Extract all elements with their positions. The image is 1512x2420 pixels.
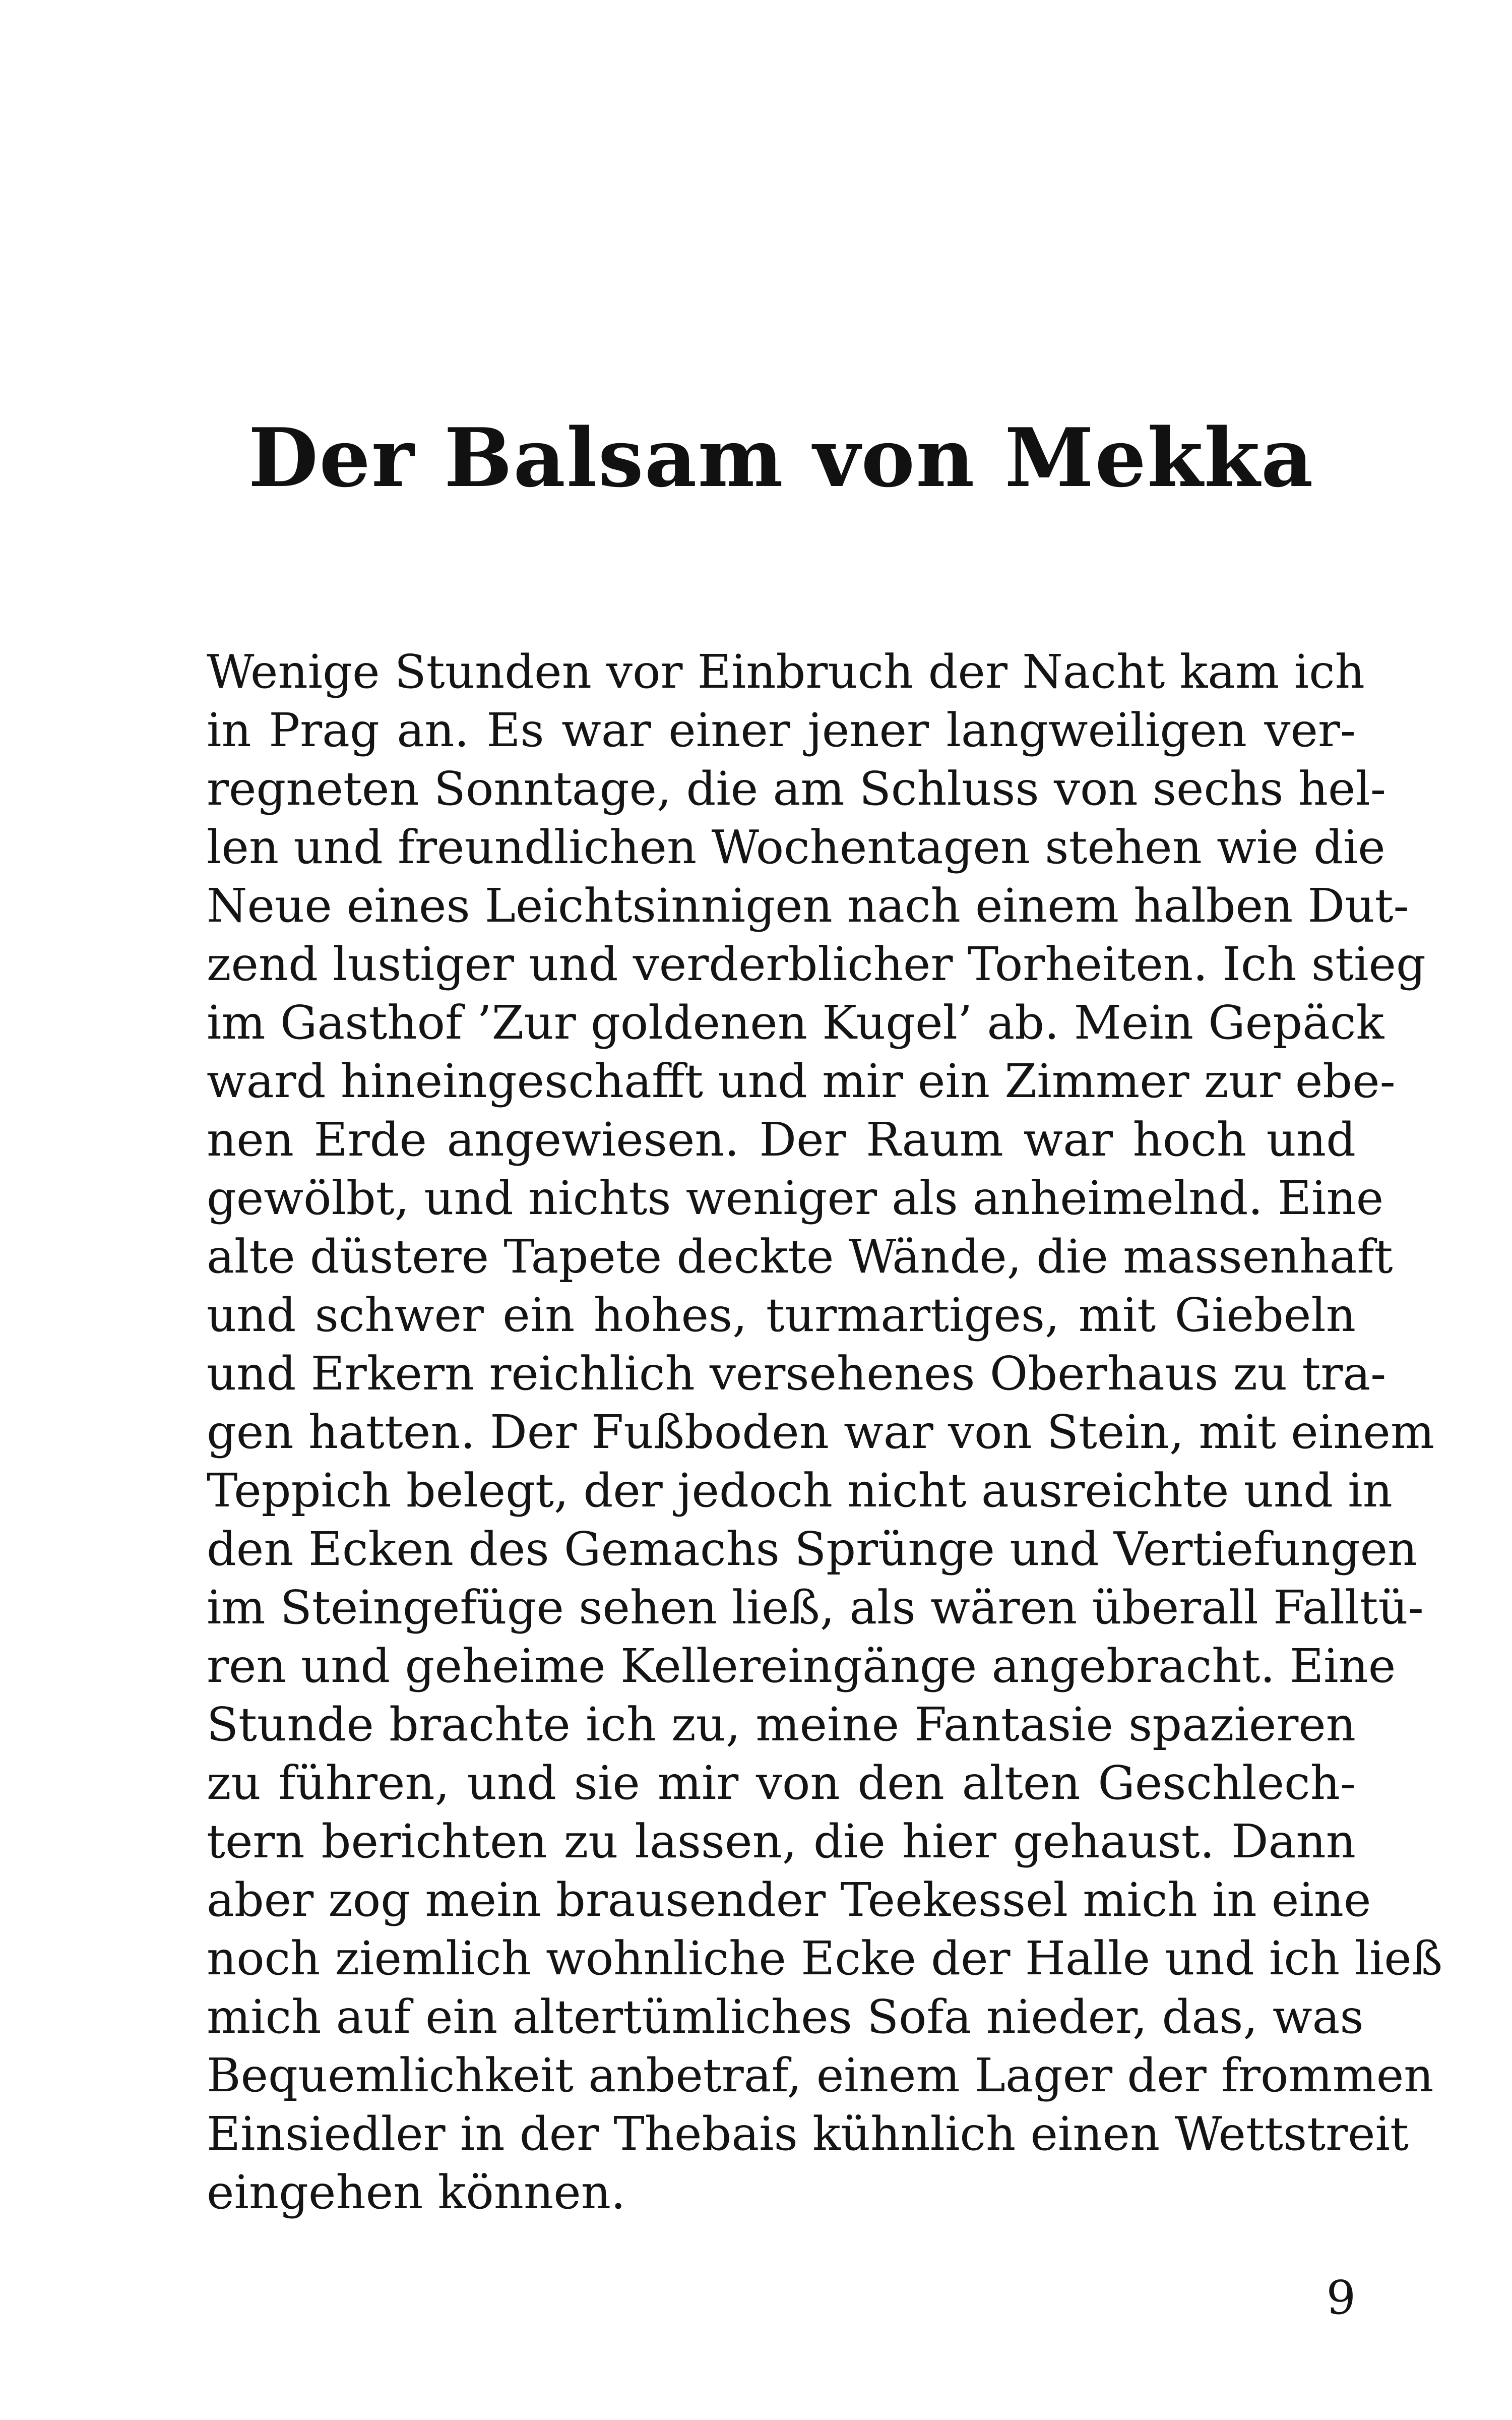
text-line: und schwer ein hohes, turmartiges, mit Giebeln	[207, 1288, 1356, 1342]
text-line: in Prag an. Es war einer jener langweiligen ver-	[207, 703, 1356, 757]
text-line: nen Erde angewiesen. Der Raum war hoch und	[207, 1113, 1356, 1167]
text-line: gen hatten. Der Fußboden war von Stein, mit einem	[207, 1405, 1435, 1459]
text-line: Einsiedler in der Thebais kühnlich einen Wettstreit	[207, 2107, 1409, 2161]
body-text	[207, 643, 1443, 2222]
text-line: len und freundlichen Wochentagen stehen wie die	[207, 820, 1385, 874]
text-line: Bequemlichkeit anbetraf, einem Lager der frommen	[207, 2048, 1434, 2102]
text-line: regneten Sonntage, die am Schluss von sechs hel-	[207, 762, 1386, 816]
page-number: 9	[1326, 2271, 1356, 2325]
text-line: gewölbt, und nichts weniger als anheimelnd. Eine	[207, 1171, 1384, 1225]
text-line: Teppich belegt, der jedoch nicht ausreichte und in	[207, 1464, 1393, 1518]
text-line: zend lustiger und verderblicher Torheiten. Ich stieg	[207, 937, 1426, 991]
text-line: alte düstere Tapete deckte Wände, die massenhaft	[207, 1230, 1393, 1284]
text-line: mich auf ein altertümliches Sofa nieder, das, was	[207, 1990, 1364, 2044]
text-line: ward hineingeschafft und mir ein Zimmer zur ebe-	[207, 1054, 1396, 1108]
text-line: Wenige Stunden vor Einbruch der Nacht kam ich	[207, 645, 1365, 699]
text-line: und Erkern reichlich versehenes Oberhaus zu tra-	[207, 1347, 1387, 1401]
text-line: eingehen können.	[207, 2165, 626, 2219]
text-line: im Gasthof ’Zur goldenen Kugel’ ab. Mein Gepäck	[207, 996, 1384, 1050]
chapter-title: Der Balsam von Mekka	[248, 410, 1314, 505]
text-line: Stunde brachte ich zu, meine Fantasie spazieren	[207, 1698, 1356, 1751]
text-line: aber zog mein brausender Teekessel mich in eine	[207, 1873, 1371, 1927]
text-line: im Steingefüge sehen ließ, als wären überall Falltü-	[207, 1581, 1424, 1635]
text-line: tern berichten zu lassen, die hier gehaust. Dann	[207, 1814, 1356, 1868]
text-line: noch ziemlich wohnliche Ecke der Halle und ich ließ	[207, 1931, 1443, 1985]
text-line: ren und geheime Kellereingänge angebracht. Eine	[207, 1639, 1396, 1693]
text-line: den Ecken des Gemachs Sprünge und Vertiefungen	[207, 1522, 1418, 1576]
text-line: zu führen, und sie mir von den alten Geschlech-	[207, 1756, 1356, 1810]
text-line: Neue eines Leichtsinnigen nach einem halben Dut-	[207, 879, 1409, 933]
